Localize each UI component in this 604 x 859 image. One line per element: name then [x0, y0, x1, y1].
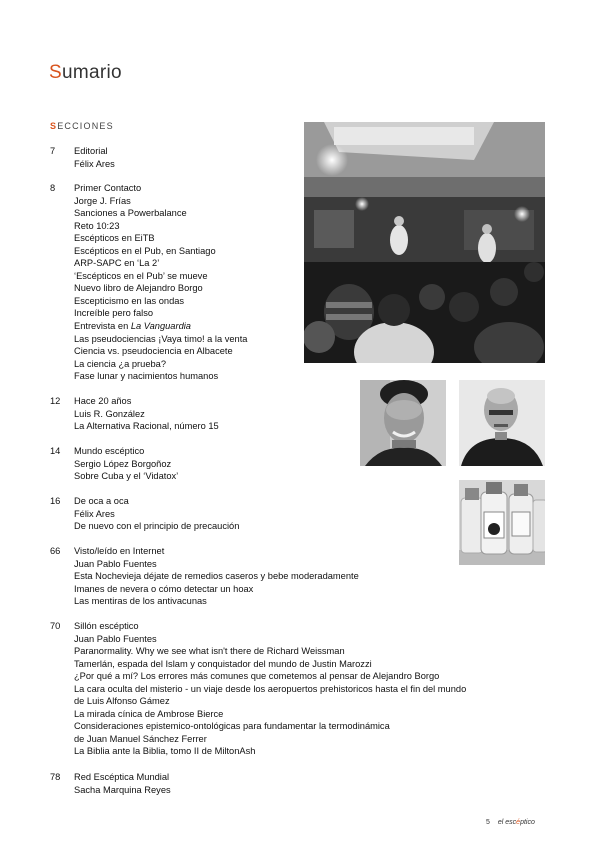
page-number: 66: [50, 546, 61, 556]
section-heading: Editorial: [74, 146, 108, 156]
toc-item: de Luis Alfonso Gámez: [74, 696, 170, 707]
toc-item: Sergio López Borgoñoz: [74, 458, 172, 469]
toc-item: Increíble pero falso: [74, 308, 154, 319]
toc-item: Esta Nochevieja déjate de remedios caseros y bebe moderadamente: [74, 571, 359, 582]
toc-item: Jorge J. Frías: [74, 195, 131, 206]
page-title: Sumario: [49, 62, 122, 83]
toc-item: Nuevo libro de Alejandro Borgo: [74, 283, 203, 294]
toc-item: De nuevo con el principio de precaución: [74, 521, 240, 532]
page-footer: [486, 819, 535, 826]
portrait-photo-2: [459, 380, 545, 466]
footer-page-number: 5: [486, 819, 490, 826]
toc-item: Fase lunar y nacimientos humanos: [74, 371, 219, 382]
page-number: 16: [50, 496, 61, 506]
toc-item: Consideraciones epistemico-ontológicas para fundamentar la termodinámica: [74, 721, 390, 732]
toc-item: La cara oculta del misterio - un viaje desde los aeropuertos prehistoricos hasta el fin del mundo: [74, 683, 467, 694]
toc-item: Las pseudociencias ¡Vaya timo! a la venta: [74, 333, 248, 344]
page-number: 12: [50, 396, 61, 406]
toc-item: ¿Por qué a mí? Los errores más comunes que cometemos al pensar de Alejandro Borgo: [74, 671, 440, 682]
section-heading: Red Escéptica Mundial: [74, 772, 170, 782]
section-heading: Sillón escéptico: [74, 621, 139, 631]
toc-item: La mirada cínica de Ambrose Bierce: [74, 708, 224, 719]
toc-item: de Juan Manuel Sánchez Ferrer: [74, 733, 207, 744]
toc-item: ARP-SAPC en ‘La 2’: [74, 258, 160, 269]
toc-item: Sanciones a Powerbalance: [74, 208, 187, 219]
toc-item: Ciencia vs. pseudociencia en Albacete: [74, 346, 233, 357]
toc-item: Luis R. González: [74, 408, 145, 419]
toc-item: Escepticismo en las ondas: [74, 295, 185, 306]
toc-item: Sobre Cuba y el ‘Vidatox’: [74, 471, 179, 482]
toc-item: Juan Pablo Fuentes: [74, 558, 157, 569]
page-number: 78: [50, 772, 61, 782]
section-heading: Hace 20 años: [74, 396, 132, 406]
toc-item: Reto 10:23: [74, 220, 120, 231]
toc-item: Tamerlán, espada del Islam y conquistador del mundo de Justin Marozzi: [74, 658, 372, 669]
sections-label: SECCIONES: [50, 121, 114, 131]
toc-item: Imanes de nevera o cómo detectar un hoax: [74, 583, 254, 594]
portrait-photo-1: [360, 380, 446, 466]
section-heading: De oca a oca: [74, 496, 129, 506]
toc-item: Paranormality. Why we see what isn't there de Richard Weissman: [74, 646, 345, 657]
italic-title: La Vanguardia: [130, 321, 191, 332]
section-heading: Visto/leído en Internet: [74, 546, 165, 556]
toc-item: La Alternativa Racional, número 15: [74, 421, 219, 432]
toc-item: Entrevista en La Vanguardia: [74, 321, 191, 332]
toc-item: Escépticos en el Pub, en Santiago: [74, 245, 216, 256]
section-heading: Mundo escéptico: [74, 446, 145, 456]
page-number: 70: [50, 621, 61, 631]
magazine-brand: el escéptico: [497, 819, 535, 826]
toc-item: Sacha Marquina Reyes: [74, 784, 171, 795]
toc-item: Las mentiras de los antivacunas: [74, 596, 207, 607]
toc-item: Escépticos en EiTB: [74, 233, 155, 244]
section-heading: Primer Contacto: [74, 183, 142, 193]
toc-item: Félix Ares: [74, 508, 115, 519]
vials-photo: [459, 480, 545, 565]
toc-item: ‘Escépticos en el Pub’ se mueve: [74, 270, 208, 281]
page-number: 7: [50, 146, 56, 156]
page-number: 8: [50, 183, 56, 193]
toc-item: Félix Ares: [74, 158, 115, 169]
toc-item: La Biblia ante la Biblia, tomo II de MiltonAsh: [74, 746, 256, 757]
toc-item: Juan Pablo Fuentes: [74, 633, 157, 644]
page-number: 14: [50, 446, 61, 456]
toc-item: La ciencia ¿a prueba?: [74, 358, 166, 369]
pub-audience-photo: [304, 122, 545, 363]
